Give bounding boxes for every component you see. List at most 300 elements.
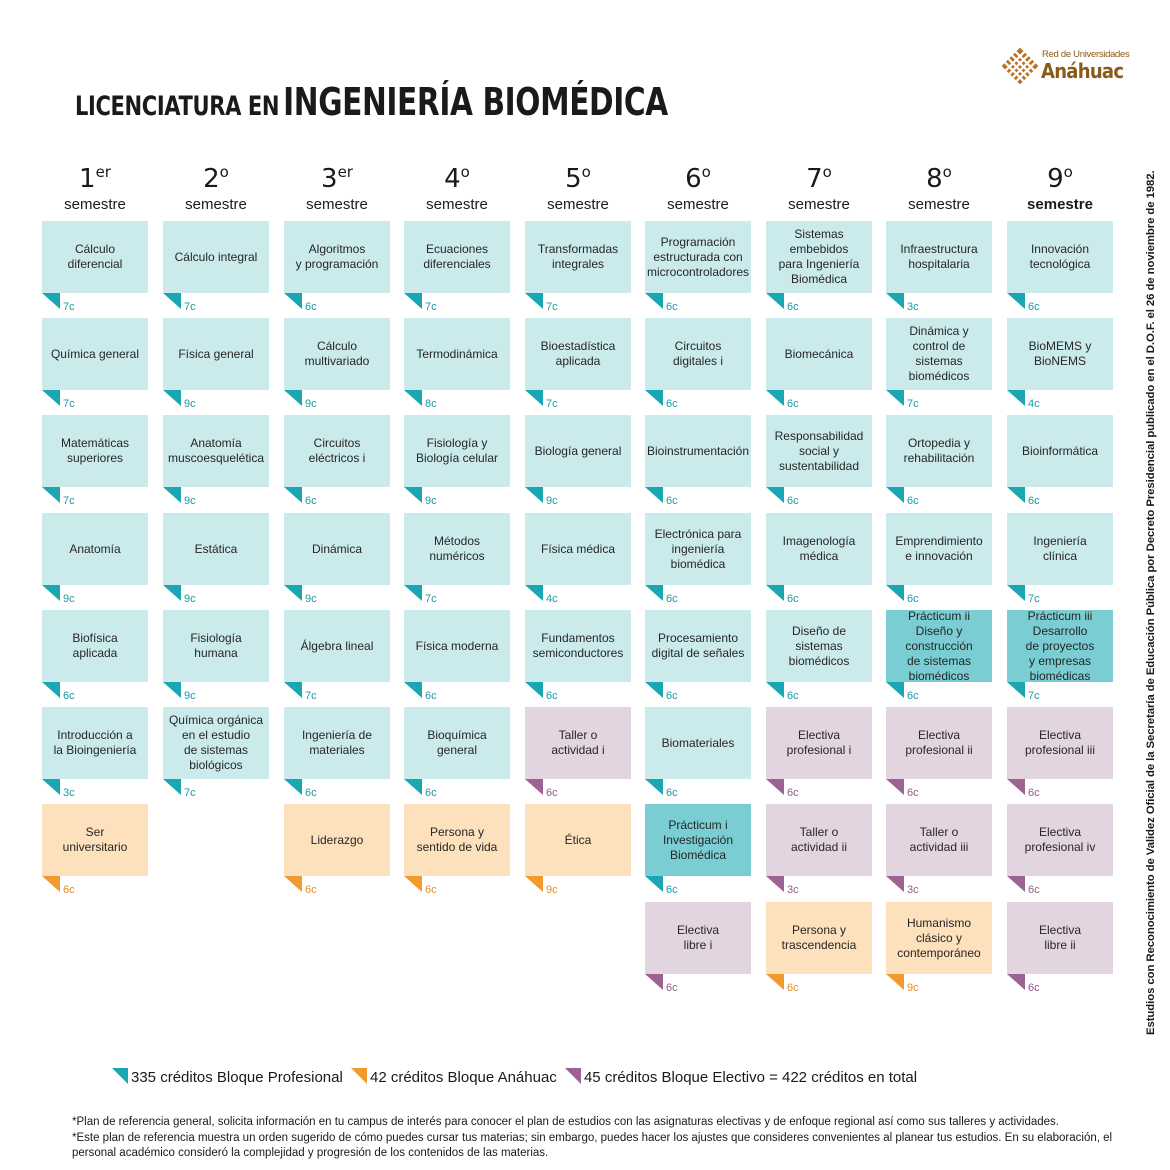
electivo-marker-icon [565, 1068, 581, 1084]
course-cell [1007, 513, 1113, 605]
course-name: Fisiología humana [190, 631, 242, 660]
course-cell [525, 610, 631, 702]
logo-subtitle: Red de Universidades [1042, 49, 1130, 60]
course-credits: 7c [63, 398, 75, 410]
semester-ordinal-suffix: er [337, 163, 353, 181]
course-name: Transformadas integrales [537, 242, 619, 271]
course-cell [886, 707, 992, 799]
block-marker-icon [766, 682, 784, 698]
course-name: Imagenología médica [782, 534, 856, 563]
course-cell [645, 610, 751, 702]
course-cell [404, 610, 510, 702]
course-cell [42, 804, 148, 896]
semester-number [645, 157, 751, 194]
block-marker-icon [645, 974, 663, 990]
course-credits: 3c [907, 884, 919, 896]
course-name: Sistemas embebidos para Ingeniería Biomédica [778, 227, 860, 286]
block-marker-icon [886, 779, 904, 795]
block-marker-icon [284, 682, 302, 698]
course-credits: 6c [1028, 884, 1040, 896]
legend-profesional [112, 1068, 343, 1086]
semester-number [1007, 157, 1113, 194]
course-cell [163, 318, 269, 410]
course-cell [284, 513, 390, 605]
course-cell [766, 804, 872, 896]
course-name: Prácticum i Investigación Biomédica [662, 817, 734, 862]
course-cell [284, 610, 390, 702]
course-name: Electiva profesional iv [1024, 825, 1096, 854]
course-name: Física médica [540, 541, 616, 556]
course-credits: 6c [305, 495, 317, 507]
course-name: Responsabilidad social y sustentabilidad [774, 428, 864, 473]
semester-number [525, 157, 631, 194]
course-cell [645, 221, 751, 313]
course-name: Ortopedia y rehabilitación [903, 436, 975, 465]
block-marker-icon [42, 487, 60, 503]
semester-number [766, 157, 872, 194]
course-cell [886, 804, 992, 896]
course-cell [525, 318, 631, 410]
course-name: Liderazgo [310, 832, 364, 847]
course-credits: 6c [787, 301, 799, 313]
block-marker-icon [766, 779, 784, 795]
block-marker-icon [886, 487, 904, 503]
course-name: Electiva libre i [676, 923, 720, 952]
course-cell [766, 707, 872, 799]
course-cell [284, 707, 390, 799]
page-title [75, 80, 668, 124]
semester-number-value: 5 [565, 164, 582, 194]
course-name: Anatomía [69, 541, 121, 556]
block-marker-icon [163, 487, 181, 503]
course-credits: 6c [666, 884, 678, 896]
course-cell [886, 608, 992, 702]
course-credits: 6c [666, 301, 678, 313]
course-credits: 6c [787, 982, 799, 994]
course-cell [525, 221, 631, 313]
credits-legend [112, 1068, 921, 1086]
semester-header [404, 157, 510, 214]
legend-profesional-label: 335 créditos Bloque Profesional [131, 1069, 343, 1086]
legend-anahuac [351, 1068, 557, 1086]
block-marker-icon [525, 293, 543, 309]
course-name: Electrónica para ingeniería biomédica [654, 526, 742, 571]
course-name: Humanismo clásico y contemporáneo [897, 915, 981, 960]
course-credits: 6c [787, 495, 799, 507]
course-name: Circuitos digitales i [672, 339, 724, 368]
course-name: Prácticum iii Desarrollo de proyectos y empresas biomédicas [1025, 608, 1095, 683]
course-name: Introducción a la Bioingeniería [53, 728, 137, 757]
course-credits: 7c [546, 301, 558, 313]
semester-number-value: 8 [926, 164, 943, 194]
semester-header [42, 157, 148, 214]
course-credits: 7c [1028, 690, 1040, 702]
course-name: Anatomía muscoesquelética [167, 436, 265, 465]
course-name: Bioquímica general [427, 728, 487, 757]
block-marker-icon [525, 390, 543, 406]
block-marker-icon [766, 487, 784, 503]
semester-number [886, 157, 992, 194]
course-cell [284, 221, 390, 313]
semester-number-value: 6 [685, 164, 702, 194]
course-cell [1007, 221, 1113, 313]
course-credits: 7c [184, 301, 196, 313]
block-marker-icon [645, 293, 663, 309]
semester-number [42, 157, 148, 194]
course-credits: 9c [546, 884, 558, 896]
course-credits: 6c [305, 301, 317, 313]
semester-header [284, 157, 390, 214]
course-name: Cálculo integral [174, 249, 258, 264]
course-cell [42, 318, 148, 410]
course-credits: 7c [425, 301, 437, 313]
semester-label: semestre [1027, 196, 1093, 213]
course-name: Fisiología y Biología celular [415, 436, 499, 465]
course-name: Programación estructurada con microcontroladores [646, 234, 750, 279]
course-credits: 6c [305, 787, 317, 799]
course-cell [1007, 318, 1113, 410]
logo-wordmark: Anáhuac [1041, 59, 1124, 83]
course-credits: 6c [666, 982, 678, 994]
course-cell [645, 804, 751, 896]
course-name: Innovación tecnológica [1029, 242, 1091, 271]
course-cell [645, 902, 751, 994]
course-credits: 6c [1028, 787, 1040, 799]
block-marker-icon [1007, 974, 1025, 990]
legend-electivo-label: 45 créditos Bloque Electivo = 422 créditos en total [583, 1069, 918, 1086]
footnote-2: *Este plan de referencia muestra un orden sugerido de cómo puedes cursar tus materias; sin embargo, puedes hacer los ajustes que consideres convenientes al planear tus estudios. En su elaboración, el personal académico consideró la complejidad y progresión de los contenidos de las materias. [72, 1132, 1113, 1159]
block-marker-icon [404, 682, 422, 698]
course-credits: 6c [787, 398, 799, 410]
block-marker-icon [1007, 390, 1025, 406]
course-name: Taller o actividad i [551, 728, 605, 757]
block-marker-icon [42, 682, 60, 698]
semester-ordinal-suffix: o [219, 163, 229, 181]
course-credits: 6c [1028, 301, 1040, 313]
course-cell [525, 513, 631, 605]
course-name: Biomecánica [784, 346, 854, 361]
course-cell [404, 415, 510, 507]
course-credits: 6c [425, 690, 437, 702]
semester-header [886, 157, 992, 214]
course-credits: 6c [787, 690, 799, 702]
course-name: Cálculo multivariado [304, 339, 370, 368]
block-marker-icon [886, 682, 904, 698]
course-name: Ingeniería clínica [1033, 534, 1087, 563]
course-credits: 6c [907, 690, 919, 702]
semester-label: semestre [64, 196, 126, 213]
semester-header [1007, 157, 1113, 214]
course-name: Infraestructura hospitalaria [900, 242, 978, 271]
course-cell [404, 513, 510, 605]
course-cell [766, 513, 872, 605]
semester-ordinal-suffix: o [942, 163, 952, 181]
course-name: Persona y sentido de vida [416, 825, 498, 854]
course-credits: 6c [907, 787, 919, 799]
course-credits: 9c [907, 982, 919, 994]
block-marker-icon [284, 487, 302, 503]
block-marker-icon [886, 585, 904, 601]
block-marker-icon [163, 293, 181, 309]
course-credits: 6c [546, 690, 558, 702]
semester-number-value: 9 [1047, 164, 1064, 194]
profesional-marker-icon [112, 1068, 128, 1084]
course-name: Prácticum ii Diseño y construcción de sistemas biomédicos [905, 608, 973, 683]
course-credits: 6c [666, 398, 678, 410]
course-name: Bioestadística aplicada [540, 339, 616, 368]
course-credits: 3c [787, 884, 799, 896]
course-cell [284, 804, 390, 896]
course-cell [163, 610, 269, 702]
course-cell [404, 318, 510, 410]
course-cell [42, 221, 148, 313]
block-marker-icon [163, 390, 181, 406]
course-name: BioMEMS y BioNEMS [1028, 339, 1092, 368]
semester-number [284, 157, 390, 194]
block-marker-icon [1007, 682, 1025, 698]
course-cell [766, 415, 872, 507]
course-name: Matemáticas superiores [60, 436, 130, 465]
semester-label: semestre [788, 196, 850, 213]
course-name: Algoritmos y programación [295, 242, 379, 271]
block-marker-icon [284, 585, 302, 601]
course-credits: 7c [907, 398, 919, 410]
course-name: Biología general [534, 443, 622, 458]
course-cell [886, 221, 992, 313]
block-marker-icon [886, 390, 904, 406]
course-credits: 9c [546, 495, 558, 507]
course-name: Física moderna [415, 638, 499, 653]
anahuac-logo-icon [1000, 46, 1040, 86]
block-marker-icon [525, 682, 543, 698]
semester-label: semestre [426, 196, 488, 213]
course-credits: 6c [425, 787, 437, 799]
course-cell [42, 707, 148, 799]
course-cell [645, 318, 751, 410]
course-name: Electiva profesional ii [905, 728, 973, 757]
course-cell [766, 318, 872, 410]
course-credits: 6c [1028, 982, 1040, 994]
course-cell [1007, 608, 1113, 702]
course-cell [645, 513, 751, 605]
block-marker-icon [42, 779, 60, 795]
course-name: Taller o actividad ii [790, 825, 848, 854]
course-credits: 6c [305, 884, 317, 896]
title-main: INGENIERÍA BIOMÉDICA [283, 80, 668, 124]
course-credits: 9c [184, 690, 196, 702]
course-name: Taller o actividad iii [909, 825, 969, 854]
semester-label: semestre [908, 196, 970, 213]
course-credits: 9c [184, 593, 196, 605]
course-credits: 3c [907, 301, 919, 313]
course-name: Dinámica y control de sistemas biomédicos [908, 324, 970, 383]
course-name: Química general [50, 346, 140, 361]
course-credits: 4c [546, 593, 558, 605]
semester-ordinal-suffix: o [701, 163, 711, 181]
semester-header [525, 157, 631, 214]
block-marker-icon [163, 682, 181, 698]
course-cell [42, 415, 148, 507]
course-name: Ser universitario [62, 825, 128, 854]
course-credits: 9c [305, 593, 317, 605]
course-credits: 6c [63, 884, 75, 896]
block-marker-icon [163, 585, 181, 601]
course-name: Física general [178, 346, 254, 361]
course-credits: 9c [425, 495, 437, 507]
block-marker-icon [645, 876, 663, 892]
block-marker-icon [645, 682, 663, 698]
block-marker-icon [163, 779, 181, 795]
block-marker-icon [525, 876, 543, 892]
course-credits: 6c [1028, 495, 1040, 507]
course-credits: 6c [666, 787, 678, 799]
course-credits: 9c [184, 495, 196, 507]
course-name: Química orgánica en el estudio de sistemas biológicos [168, 713, 264, 772]
course-cell [525, 707, 631, 799]
course-name: Diseño de sistemas biomédicos [788, 623, 850, 668]
course-cell [886, 513, 992, 605]
block-marker-icon [42, 585, 60, 601]
course-name: Termodinámica [416, 346, 498, 361]
semester-number-value: 2 [203, 164, 220, 194]
block-marker-icon [1007, 779, 1025, 795]
semester-number [404, 157, 510, 194]
block-marker-icon [1007, 876, 1025, 892]
course-cell [525, 415, 631, 507]
semester-ordinal-suffix: o [460, 163, 470, 181]
course-credits: 6c [63, 690, 75, 702]
course-credits: 7c [184, 787, 196, 799]
course-credits: 6c [666, 593, 678, 605]
block-marker-icon [1007, 293, 1025, 309]
anahuac-marker-icon [351, 1068, 367, 1084]
course-cell [42, 610, 148, 702]
block-marker-icon [284, 876, 302, 892]
block-marker-icon [42, 293, 60, 309]
block-marker-icon [766, 876, 784, 892]
semester-number-value: 7 [806, 164, 823, 194]
semester-ordinal-suffix: o [581, 163, 591, 181]
course-credits: 7c [1028, 593, 1040, 605]
block-marker-icon [525, 487, 543, 503]
course-cell [404, 707, 510, 799]
block-marker-icon [645, 585, 663, 601]
semester-ordinal-suffix: o [1063, 163, 1073, 181]
semester-label: semestre [667, 196, 729, 213]
block-marker-icon [645, 487, 663, 503]
semester-ordinal-suffix: er [95, 163, 111, 181]
course-credits: 6c [666, 495, 678, 507]
block-marker-icon [886, 293, 904, 309]
course-credits: 9c [184, 398, 196, 410]
course-credits: 8c [425, 398, 437, 410]
course-credits: 7c [546, 398, 558, 410]
course-cell [886, 318, 992, 410]
title-prefix: LICENCIATURA EN [75, 91, 280, 122]
course-credits: 6c [787, 593, 799, 605]
block-marker-icon [886, 974, 904, 990]
anahuac-logo [1000, 44, 1130, 88]
course-name: Bioinformática [1021, 443, 1099, 458]
semester-number-value: 4 [444, 164, 461, 194]
semester-header [645, 157, 751, 214]
course-credits: 6c [907, 593, 919, 605]
course-cell [1007, 707, 1113, 799]
course-credits: 7c [63, 301, 75, 313]
course-cell [284, 415, 390, 507]
block-marker-icon [404, 390, 422, 406]
course-cell [163, 707, 269, 799]
course-name: Electiva profesional iii [1024, 728, 1096, 757]
rvoe-side-text: Estudios con Reconocimiento de Validez Oficial de la Secretaría de Educación Pública por Decreto Presidencial publicado en el D.O.F. el 26 de noviembre de 1982. [1145, 170, 1157, 1035]
block-marker-icon [766, 585, 784, 601]
footnote-1: *Plan de referencia general, solicita información en tu campus de interés para conocer el plan de estudios con las asignaturas electivas y de enfoque regional así como sus talleres y actividades. [72, 1116, 1060, 1128]
course-credits: 6c [907, 495, 919, 507]
course-cell [766, 221, 872, 313]
course-name: Álgebra lineal [300, 638, 374, 653]
course-credits: 6c [546, 787, 558, 799]
course-name: Circuitos eléctricos i [308, 436, 366, 465]
semester-number-value: 1 [79, 164, 96, 194]
block-marker-icon [645, 779, 663, 795]
course-credits: 9c [63, 593, 75, 605]
course-cell [284, 318, 390, 410]
block-marker-icon [42, 390, 60, 406]
course-credits: 6c [666, 690, 678, 702]
semester-number [163, 157, 269, 194]
course-cell [1007, 804, 1113, 896]
course-name: Procesamiento digital de señales [651, 631, 745, 660]
course-cell [1007, 902, 1113, 994]
block-marker-icon [645, 390, 663, 406]
course-cell [886, 415, 992, 507]
block-marker-icon [886, 876, 904, 892]
course-name: Cálculo diferencial [67, 242, 123, 271]
course-name: Ética [564, 832, 592, 847]
course-credits: 3c [63, 787, 75, 799]
course-cell [163, 415, 269, 507]
course-name: Ingeniería de materiales [301, 728, 373, 757]
course-name: Electiva profesional i [786, 728, 852, 757]
course-name: Estática [194, 541, 238, 556]
course-name: Bioinstrumentación [646, 443, 750, 458]
semester-label: semestre [306, 196, 368, 213]
course-cell [645, 707, 751, 799]
block-marker-icon [42, 876, 60, 892]
course-name: Electiva libre ii [1038, 923, 1082, 952]
block-marker-icon [525, 585, 543, 601]
course-cell [766, 902, 872, 994]
course-name: Dinámica [311, 541, 362, 556]
block-marker-icon [404, 487, 422, 503]
course-cell [404, 221, 510, 313]
semester-ordinal-suffix: o [822, 163, 832, 181]
legend-electivo [565, 1068, 917, 1086]
course-credits: 6c [425, 884, 437, 896]
course-cell [163, 513, 269, 605]
block-marker-icon [284, 779, 302, 795]
course-cell [766, 610, 872, 702]
block-marker-icon [766, 293, 784, 309]
course-cell [525, 804, 631, 896]
course-credits: 6c [787, 787, 799, 799]
course-name: Ecuaciones diferenciales [423, 242, 491, 271]
block-marker-icon [284, 390, 302, 406]
course-credits: 7c [425, 593, 437, 605]
legend-anahuac-label: 42 créditos Bloque Anáhuac [369, 1069, 557, 1086]
block-marker-icon [1007, 487, 1025, 503]
block-marker-icon [404, 779, 422, 795]
